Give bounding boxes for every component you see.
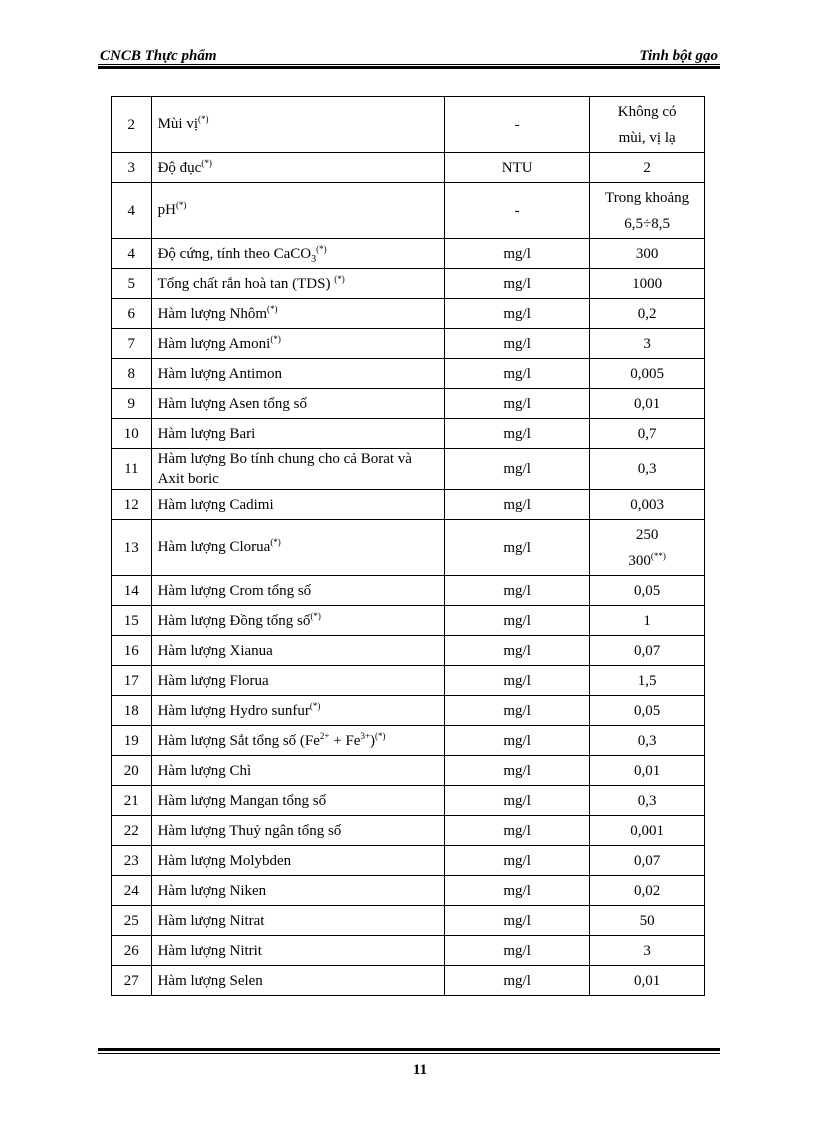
row-number: 15 xyxy=(112,606,152,636)
limit-value xyxy=(590,936,705,966)
limit-value xyxy=(590,520,705,576)
value-line: 0,05 xyxy=(634,582,661,599)
table-body xyxy=(112,97,705,996)
parameter-name xyxy=(151,419,444,449)
value-line: 0,05 xyxy=(634,702,661,719)
limit-value xyxy=(590,299,705,329)
unit: mg/l xyxy=(445,816,590,846)
table-row xyxy=(112,696,705,726)
limit-value xyxy=(590,239,705,269)
row-number: 17 xyxy=(112,666,152,696)
name-text: Hàm lượng Cadimi xyxy=(157,496,274,513)
limit-value xyxy=(590,359,705,389)
unit: mg/l xyxy=(445,490,590,520)
table-row xyxy=(112,520,705,576)
table-row xyxy=(112,966,705,996)
water-quality-table xyxy=(111,96,705,996)
value-line: 0,2 xyxy=(637,305,657,322)
value-line: 0,3 xyxy=(637,732,657,749)
limit-value xyxy=(590,816,705,846)
limit-value xyxy=(590,846,705,876)
superscript: (*) xyxy=(270,333,281,344)
row-number: 20 xyxy=(112,756,152,786)
row-number: 5 xyxy=(112,269,152,299)
name-text: Hàm lượng Clorua xyxy=(157,539,271,555)
unit: mg/l xyxy=(445,876,590,906)
table-row xyxy=(112,153,705,183)
parameter-name xyxy=(151,520,444,576)
value-line: 0,3 xyxy=(637,461,657,477)
value-line: 6,5÷8,5 xyxy=(624,215,670,232)
limit-value xyxy=(590,269,705,299)
footer-rule-thin xyxy=(98,1053,720,1054)
unit: mg/l xyxy=(445,329,590,359)
row-number: 10 xyxy=(112,419,152,449)
header-rule-thick xyxy=(98,66,720,69)
table-row xyxy=(112,816,705,846)
unit: mg/l xyxy=(445,299,590,329)
unit: mg/l xyxy=(445,269,590,299)
name-text: Hàm lượng Nitrit xyxy=(157,942,262,959)
table-row xyxy=(112,419,705,449)
name-text: Hàm lượng Mangan tổng số xyxy=(157,792,327,809)
parameter-name xyxy=(151,726,444,756)
header-rule-thin xyxy=(98,64,720,65)
limit-value xyxy=(590,449,705,490)
name-text: Độ đục xyxy=(157,159,202,176)
value-line: 0,01 xyxy=(634,972,661,989)
value-line: 1000 xyxy=(632,275,663,292)
table-row xyxy=(112,449,705,490)
unit: mg/l xyxy=(445,419,590,449)
limit-value xyxy=(590,576,705,606)
name-text: Hàm lượng Chì xyxy=(157,762,252,779)
limit-value xyxy=(590,183,705,239)
limit-value xyxy=(590,606,705,636)
limit-value xyxy=(590,966,705,996)
value-line: 0,01 xyxy=(634,762,661,779)
unit: mg/l xyxy=(445,696,590,726)
table-row xyxy=(112,183,705,239)
superscript: (*) xyxy=(309,700,321,711)
name-text: Hàm lượng Selen xyxy=(157,972,263,989)
name-text: Hàm lượng Florua xyxy=(157,672,269,689)
limit-value xyxy=(590,153,705,183)
row-number: 27 xyxy=(112,966,152,996)
parameter-name xyxy=(151,936,444,966)
limit-value xyxy=(590,696,705,726)
row-number: 26 xyxy=(112,936,152,966)
table-row xyxy=(112,936,705,966)
superscript: (*) xyxy=(310,610,321,621)
row-number: 2 xyxy=(112,97,152,153)
table-row xyxy=(112,576,705,606)
row-number: 8 xyxy=(112,359,152,389)
name-text: Hàm lượng Đồng tổng số xyxy=(157,612,311,629)
row-number: 11 xyxy=(112,449,152,490)
unit: mg/l xyxy=(445,756,590,786)
name-text: Hàm lượng Niken xyxy=(157,882,267,899)
parameter-name xyxy=(151,490,444,520)
parameter-name xyxy=(151,183,444,239)
limit-value xyxy=(590,97,705,153)
table-row xyxy=(112,726,705,756)
parameter-name xyxy=(151,449,444,490)
parameter-name xyxy=(151,299,444,329)
parameter-name xyxy=(151,359,444,389)
parameter-name xyxy=(151,696,444,726)
value-line: mùi, vị lạ xyxy=(618,129,676,146)
parameter-name xyxy=(151,846,444,876)
row-number: 14 xyxy=(112,576,152,606)
limit-value xyxy=(590,906,705,936)
unit: - xyxy=(445,183,590,239)
superscript: (*) xyxy=(266,303,278,314)
unit: NTU xyxy=(445,153,590,183)
table-row xyxy=(112,389,705,419)
name-text: Hàm lượng Crom tổng số xyxy=(157,582,312,599)
row-number: 3 xyxy=(112,153,152,183)
value-line: 0,003 xyxy=(630,496,664,513)
row-number: 22 xyxy=(112,816,152,846)
name-text: ) xyxy=(370,732,376,749)
limit-value xyxy=(590,329,705,359)
row-number: 16 xyxy=(112,636,152,666)
table-row xyxy=(112,606,705,636)
limit-value xyxy=(590,876,705,906)
name-text: Hàm lượng Antimon xyxy=(157,365,282,382)
row-number: 23 xyxy=(112,846,152,876)
name-text: Hàm lượng Nitrat xyxy=(157,912,265,929)
table-row xyxy=(112,490,705,520)
parameter-name xyxy=(151,876,444,906)
value-line: 300 xyxy=(635,245,659,262)
value-line: 50 xyxy=(639,912,655,929)
name-text: Độ cứng, tính theo CaCO xyxy=(157,245,312,262)
limit-value xyxy=(590,666,705,696)
parameter-name xyxy=(151,606,444,636)
name-text: Hàm lượng Sắt tổng số (Fe xyxy=(157,732,320,749)
name-text: Hàm lượng Molybden xyxy=(157,852,292,869)
limit-value xyxy=(590,490,705,520)
subscript: 3 xyxy=(311,253,317,265)
table-row xyxy=(112,97,705,153)
superscript: (*) xyxy=(375,730,386,741)
name-text: Tổng chất rắn hoà tan (TDS) xyxy=(157,275,335,292)
unit: mg/l xyxy=(445,449,590,490)
unit: mg/l xyxy=(445,576,590,606)
superscript: (*) xyxy=(316,243,327,254)
name-text: Hàm lượng Amoni xyxy=(157,335,271,352)
parameter-name xyxy=(151,906,444,936)
name-text: Hàm lượng Nhôm xyxy=(157,305,267,322)
header-left-title: CNCB Thực phẩm xyxy=(100,48,217,64)
unit: mg/l xyxy=(445,666,590,696)
parameter-name xyxy=(151,389,444,419)
value-text: 300 xyxy=(628,552,651,569)
unit: mg/l xyxy=(445,359,590,389)
row-number: 21 xyxy=(112,786,152,816)
parameter-name xyxy=(151,786,444,816)
value-line: Không có xyxy=(617,103,677,120)
table-row xyxy=(112,786,705,816)
limit-value xyxy=(590,756,705,786)
table-row xyxy=(112,876,705,906)
superscript: 3+ xyxy=(360,730,371,741)
superscript: 2+ xyxy=(319,730,330,741)
value-line: 0,07 xyxy=(634,852,661,869)
row-number: 12 xyxy=(112,490,152,520)
unit: mg/l xyxy=(445,520,590,576)
parameter-name xyxy=(151,269,444,299)
parameter-name xyxy=(151,153,444,183)
value-line: 0,02 xyxy=(634,882,661,899)
name-text: + Fe xyxy=(329,732,361,749)
value-line: 0,07 xyxy=(634,642,661,659)
value-line: 1 xyxy=(643,612,651,629)
value-line: Trong khoảng xyxy=(605,189,690,206)
parameter-name xyxy=(151,239,444,269)
page-number: 11 xyxy=(412,1062,428,1078)
unit: mg/l xyxy=(445,726,590,756)
value-line: 0,01 xyxy=(634,395,661,412)
limit-value xyxy=(590,786,705,816)
unit: - xyxy=(445,97,590,153)
row-number: 18 xyxy=(112,696,152,726)
superscript: (*) xyxy=(175,200,187,210)
parameter-name xyxy=(151,636,444,666)
unit: mg/l xyxy=(445,239,590,269)
table-row xyxy=(112,756,705,786)
name-text: Hàm lượng Asen tổng số xyxy=(157,395,307,412)
name-text: Hàm lượng Bari xyxy=(157,425,256,442)
table-row xyxy=(112,636,705,666)
table-row xyxy=(112,359,705,389)
parameter-name xyxy=(151,816,444,846)
name-text: Hàm lượng Thuỷ ngân tổng số xyxy=(157,822,342,839)
value-line: 0,7 xyxy=(637,425,657,442)
row-number: 24 xyxy=(112,876,152,906)
footer-rule-thick xyxy=(98,1048,720,1051)
header-right-title: Tinh bột gạo xyxy=(639,48,718,64)
row-number: 25 xyxy=(112,906,152,936)
limit-value xyxy=(590,726,705,756)
row-number: 9 xyxy=(112,389,152,419)
parameter-name xyxy=(151,666,444,696)
parameter-name xyxy=(151,966,444,996)
table-row xyxy=(112,269,705,299)
name-text: Hàm lượng Bo tính chung cho cả Borat và Axit boric xyxy=(157,451,412,487)
limit-value xyxy=(590,419,705,449)
value-line xyxy=(596,548,698,574)
value-line: 2 xyxy=(643,159,651,176)
row-number: 13 xyxy=(112,520,152,576)
table-row xyxy=(112,666,705,696)
unit: mg/l xyxy=(445,936,590,966)
value-line: 250 xyxy=(635,526,659,543)
row-number: 19 xyxy=(112,726,152,756)
table-row xyxy=(112,239,705,269)
value-line: 0,3 xyxy=(637,792,657,809)
limit-value xyxy=(590,389,705,419)
value-line: 3 xyxy=(643,335,651,352)
superscript: (*) xyxy=(270,537,281,547)
parameter-name xyxy=(151,329,444,359)
parameter-name xyxy=(151,576,444,606)
name-text: Mùi vị xyxy=(157,116,199,132)
row-number: 7 xyxy=(112,329,152,359)
table-row xyxy=(112,299,705,329)
superscript: (*) xyxy=(201,157,212,168)
superscript: (**) xyxy=(650,550,666,561)
parameter-name xyxy=(151,756,444,786)
value-line: 3 xyxy=(643,942,651,959)
value-line: 0,001 xyxy=(630,822,664,839)
name-text: Hàm lượng Hydro sunfur xyxy=(157,702,310,719)
row-number: 4 xyxy=(112,183,152,239)
unit: mg/l xyxy=(445,966,590,996)
unit: mg/l xyxy=(445,906,590,936)
value-line: 0,005 xyxy=(630,365,664,382)
table-row xyxy=(112,846,705,876)
limit-value xyxy=(590,636,705,666)
superscript: (*) xyxy=(198,114,209,124)
unit: mg/l xyxy=(445,389,590,419)
value-line: 1,5 xyxy=(637,672,657,689)
superscript: (*) xyxy=(334,273,345,284)
row-number: 6 xyxy=(112,299,152,329)
parameter-name xyxy=(151,97,444,153)
name-text: pH xyxy=(157,202,176,218)
table-row xyxy=(112,906,705,936)
name-text: Hàm lượng Xianua xyxy=(157,642,273,659)
unit: mg/l xyxy=(445,606,590,636)
unit: mg/l xyxy=(445,636,590,666)
row-number: 4 xyxy=(112,239,152,269)
unit: mg/l xyxy=(445,786,590,816)
table-row xyxy=(112,329,705,359)
unit: mg/l xyxy=(445,846,590,876)
